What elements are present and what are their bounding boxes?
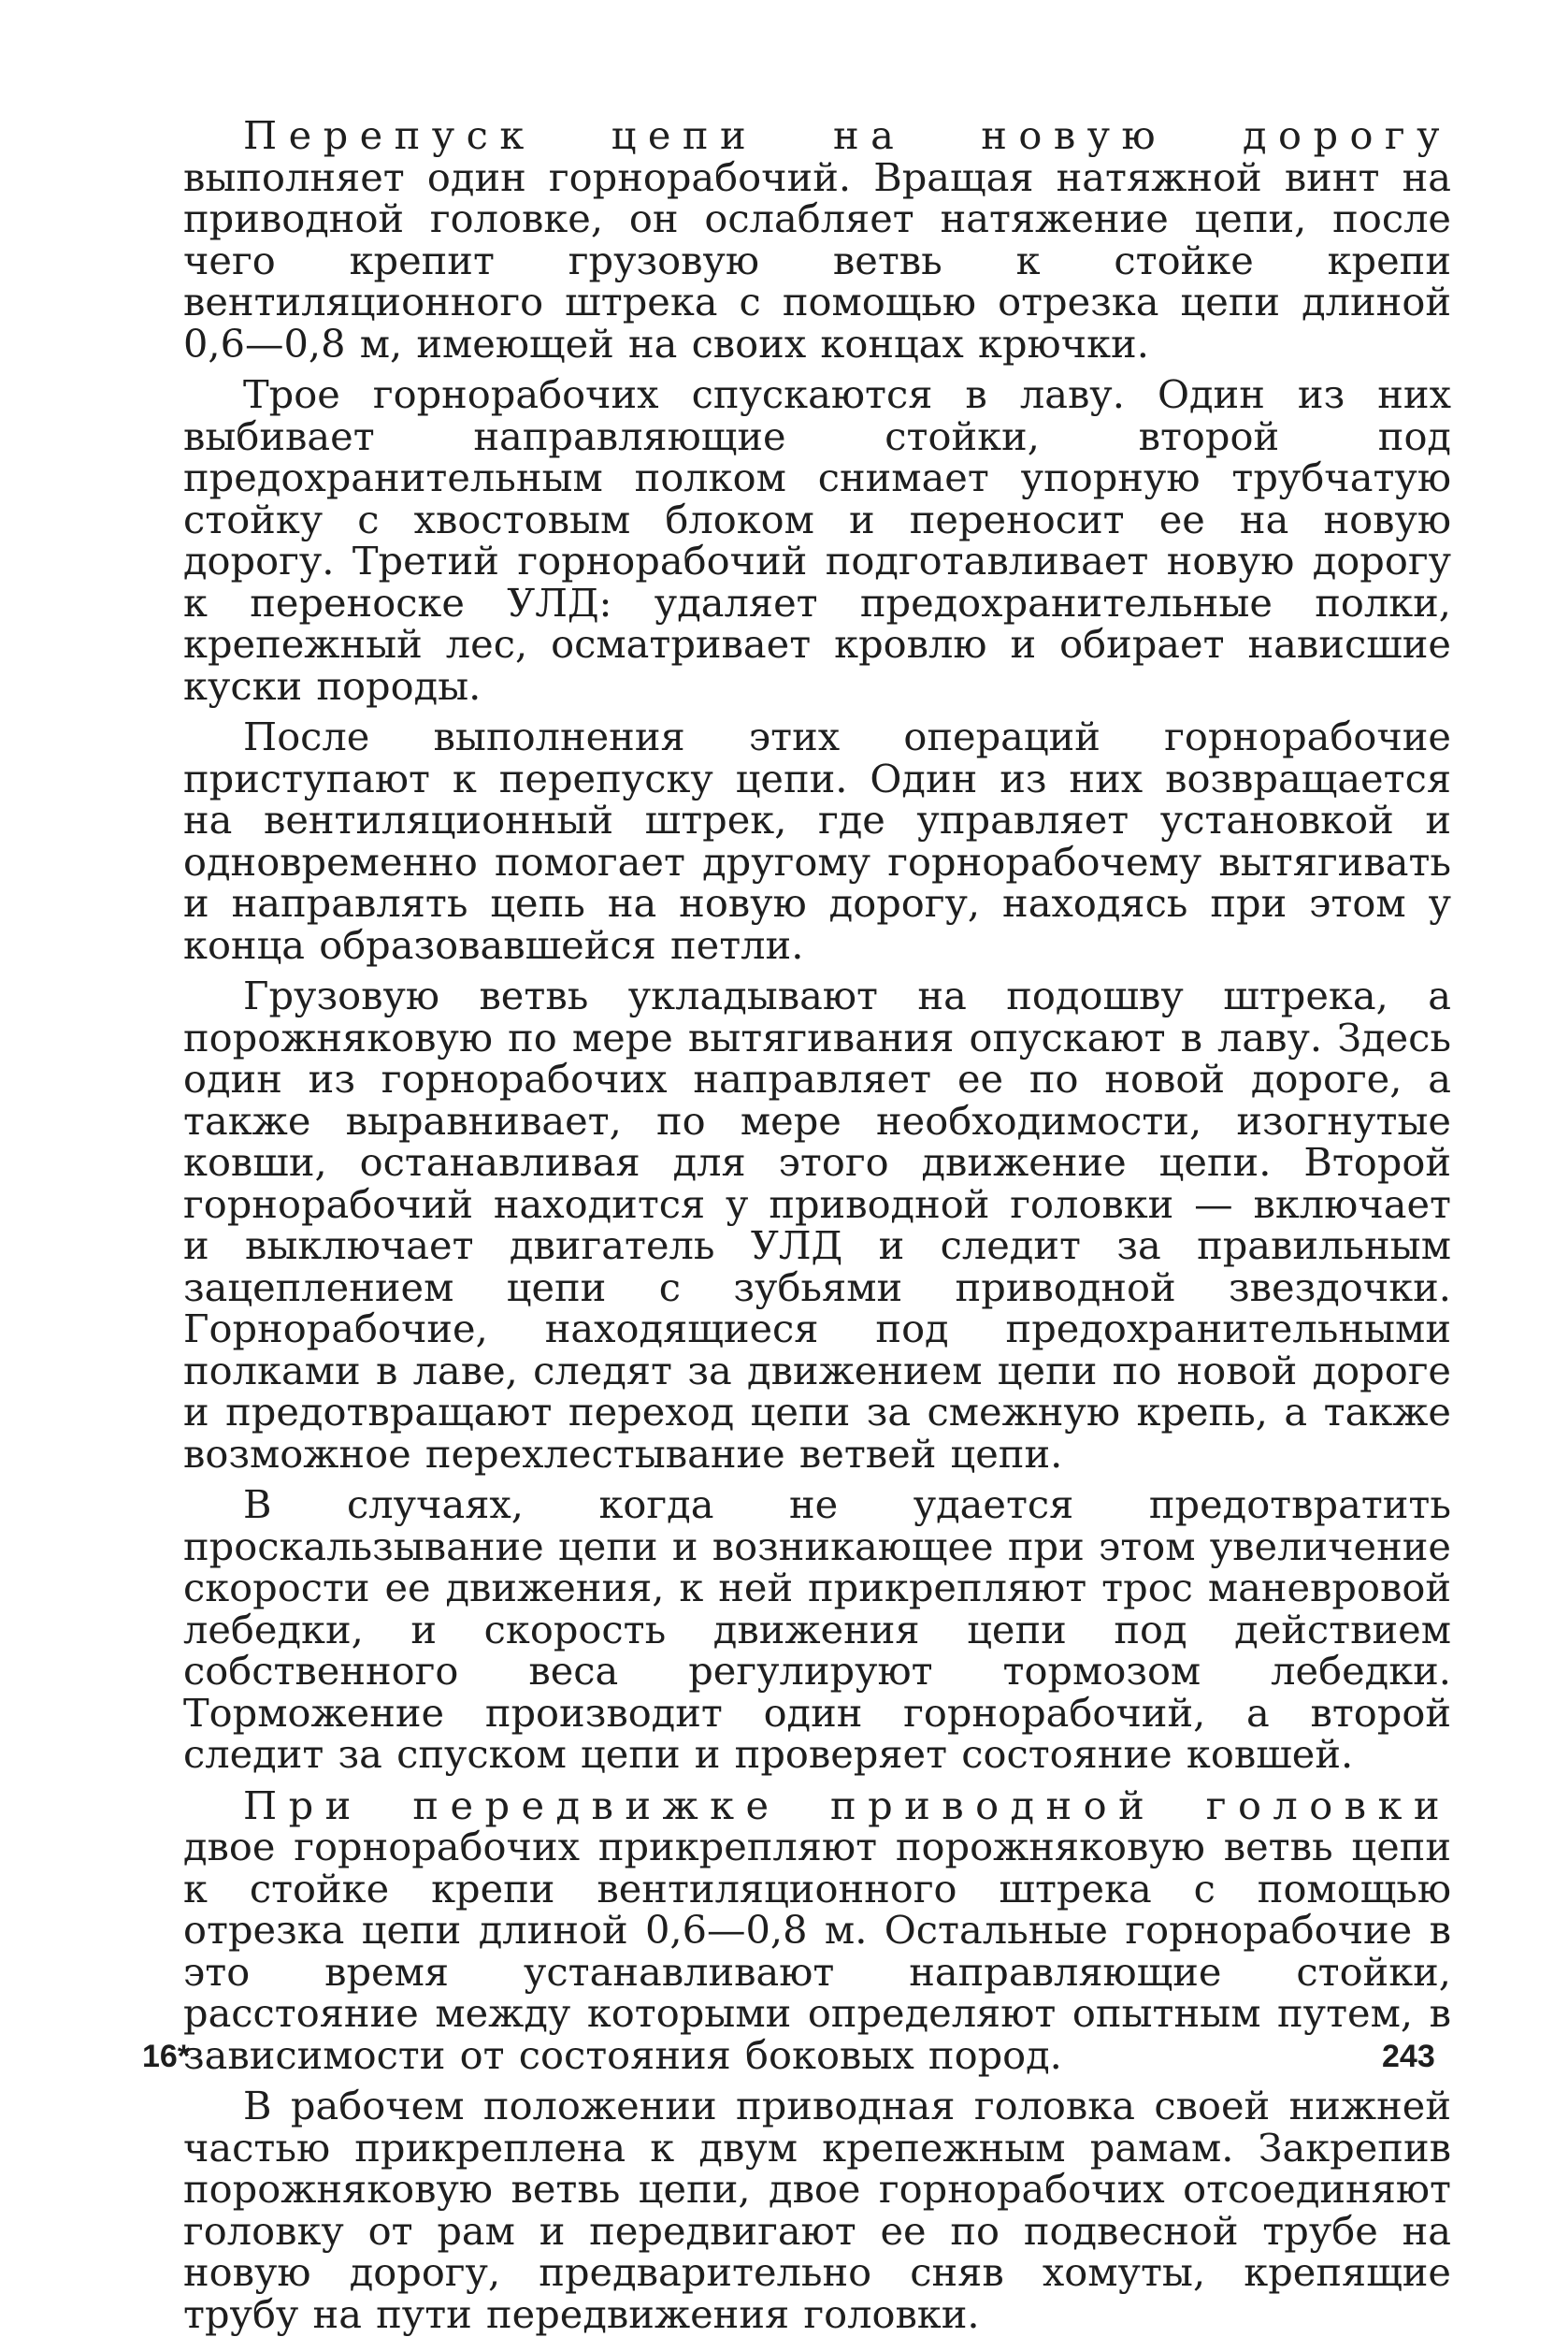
paragraph-4 bbox=[183, 975, 1451, 1475]
paragraph-6 bbox=[183, 1782, 1451, 2078]
page-body bbox=[183, 112, 1451, 2337]
paragraph-5 bbox=[183, 1481, 1451, 1777]
page-number: 243 bbox=[1382, 2039, 1435, 2074]
paragraph-5-text: В случаях, когда не удается предотвратить проскальзывание цепи и возникающее при этом увеличение скорости ее движения, к ней прикрепляют трос маневровой лебедки, и скорость движения цепи под действием собственного веса регулируют тормозом лебедки. Торможение производит один горнорабочий, а второй следит за спуском цепи и проверяет состояние ковшей. bbox=[183, 1481, 1451, 1777]
paragraph-3-text: После выполнения этих операций горнорабочие приступают к перепуску цепи. Один из них возвращается на вентиляционный штрек, где управляет установкой и одновременно помогает другому горнорабочему вытягивать и направлять цепь на новую дорогу, находясь при этом у конца образовавшейся петли. bbox=[183, 714, 1451, 968]
paragraph-4-text: Грузовую ветвь укладывают на подошву штрека, а порожняковую по мере вытягивания опускают в лаву. Здесь один из горнорабочих направляет ее по новой дороге, а также выравнивает, по мере необходимости, изогнутые ковши, останавливая для этого движение цепи. Второй горнорабочий находится у приводной головки — включает и выключает двигатель УЛД и следит за правильным зацеплением цепи с зубьями приводной звездочки. Горнорабочие, находящиеся под предохранительными полками в лаве, следят за движением цепи по новой дороге и предотвращают переход цепи за смежную крепь, а также возможное перехлестывание ветвей цепи. bbox=[183, 973, 1451, 1477]
paragraph-6-lead: При передвижке приводной головки bbox=[243, 1782, 1451, 1828]
paragraph-1-text: выполняет один горнорабочий. Вращая натяжной винт на приводной головке, он ослабляет натяжение цепи, после чего крепит грузовую ветвь к стойке крепи вентиляционного штрека с помощью отрезка цепи длиной 0,6—0,8 м, имеющей на своих концах крючки. bbox=[183, 153, 1451, 367]
paragraph-2-text: Трое горнорабочих спускаются в лаву. Один из них выбивает направляющие стойки, второй под предохранительным полком снимает упорную трубчатую стойку с хвостовым блоком и переносит ее на новую дорогу. Третий горнорабочий подготавливает новую дорогу к переноске УЛД: удаляет предохранительные полки, крепежный лес, осматривает кровлю и обирает нависшие куски породы. bbox=[183, 371, 1451, 709]
paragraph-7-text: В рабочем положении приводная головка своей нижней частью прикреплена к двум крепежным рамам. Закрепив порожняковую ветвь цепи, двое горнорабочих отсоединяют головку от рам и передвигают ее по подвесной трубе на новую дорогу, предварительно сняв хомуты, крепящие трубу на пути передвижения головки. bbox=[183, 2083, 1451, 2337]
paragraph-6-text: двое горнорабочих прикрепляют порожняковую ветвь цепи к стойке крепи вентиляционного штрека с помощью отрезка цепи длиной 0,6—0,8 м. Остальные горнорабочие в это время устанавливают направляющие стойки, расстояние между которыми определяют опытным путем, в зависимости от состояния боковых пород. bbox=[183, 1824, 1451, 2078]
signature-mark: 16* bbox=[142, 2039, 191, 2074]
paragraph-1 bbox=[183, 112, 1451, 367]
paragraph-7 bbox=[183, 2085, 1451, 2335]
paragraph-3 bbox=[183, 716, 1451, 966]
paragraph-2 bbox=[183, 371, 1451, 709]
paragraph-1-lead: Перепуск цепи на новую дорогу bbox=[243, 112, 1451, 158]
